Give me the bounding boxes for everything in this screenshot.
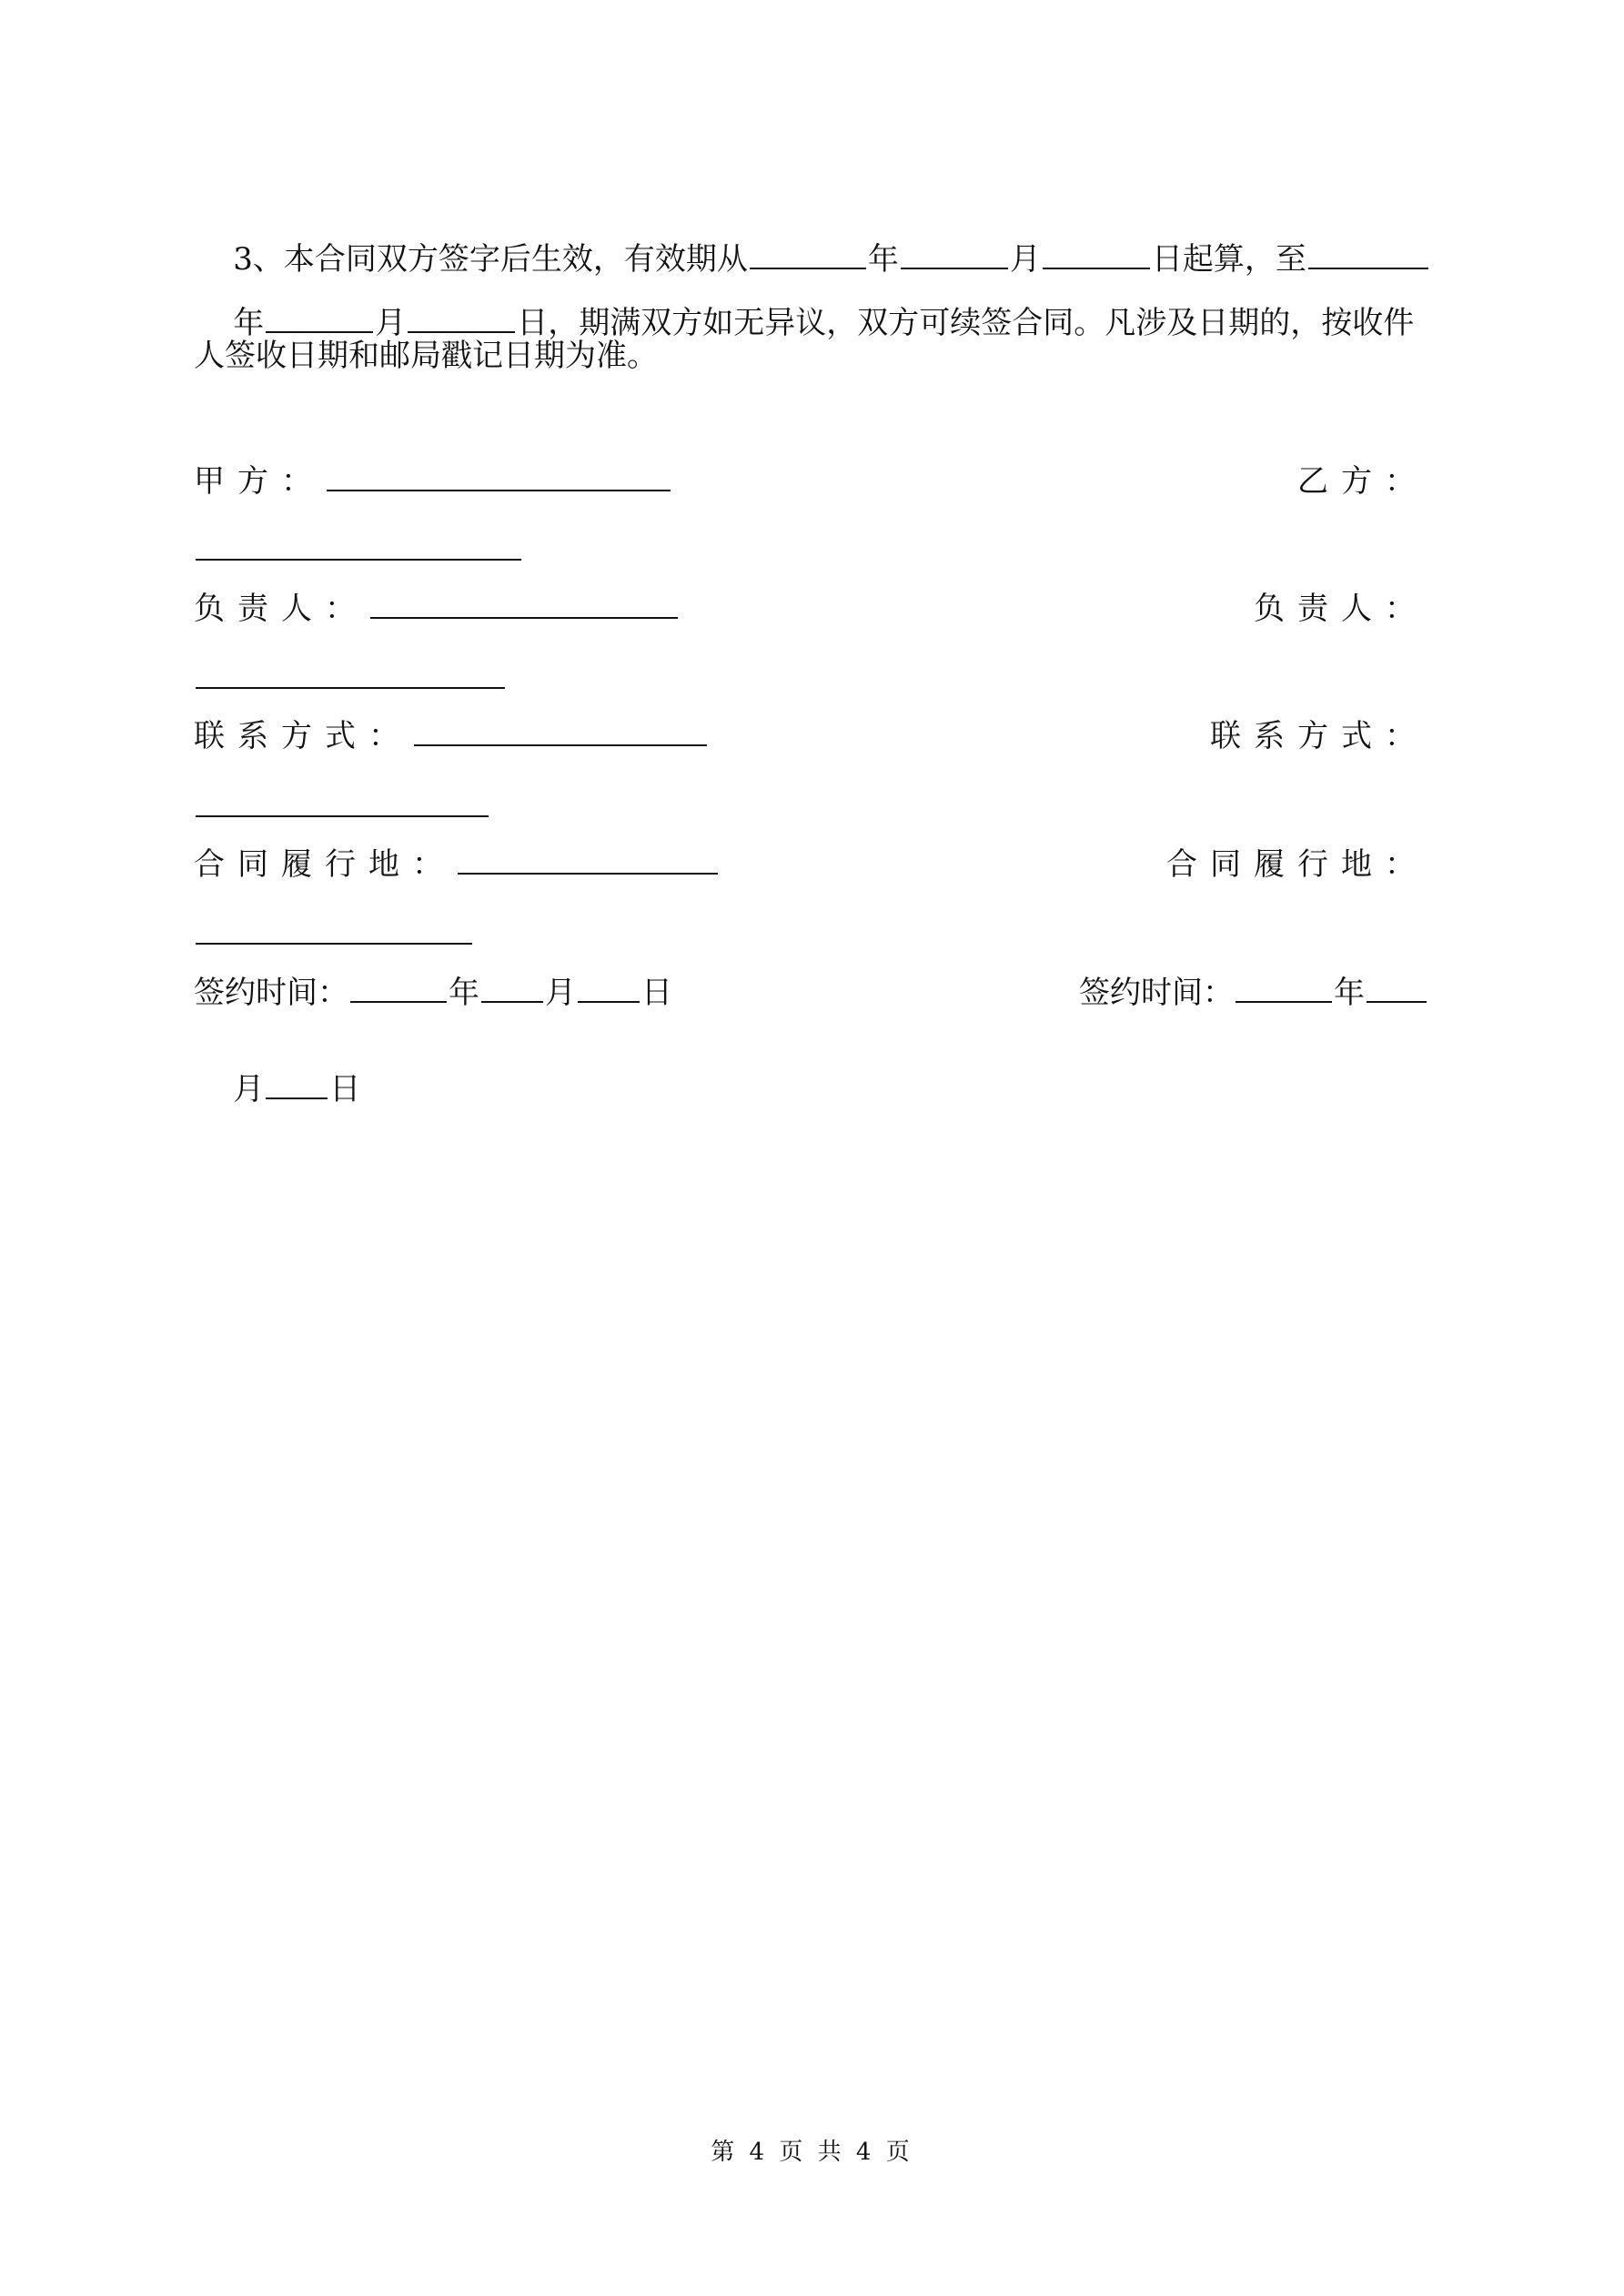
- contact-b-label: 联系方式：: [1210, 718, 1428, 754]
- sign-time-a-year-blank: [350, 977, 447, 1003]
- sign-time-b-continuation: [194, 1043, 360, 1136]
- start-year-blank: [750, 244, 866, 269]
- contact-b-cell: [1210, 718, 1428, 754]
- sign-time-b-year-label: 年: [1334, 975, 1365, 1011]
- contact-b-blank: [196, 815, 489, 817]
- place-row: [194, 846, 1428, 883]
- start-day-blank: [1043, 244, 1150, 269]
- place-b-label: 合同履行地：: [1166, 846, 1428, 883]
- clause-line1-text-d: 日起算，至: [1151, 241, 1306, 278]
- contact-a-blank: [414, 721, 707, 746]
- end-day-blank: [408, 308, 515, 333]
- responsible-a-label: 负责人：: [194, 591, 368, 627]
- sign-time-row: [194, 975, 1428, 1011]
- responsible-b-blank: [196, 687, 505, 689]
- sign-time-b-month-label: 月: [233, 1071, 265, 1108]
- clause-line1-text-c: 月: [1009, 241, 1041, 278]
- responsible-a-cell: [194, 591, 680, 627]
- start-month-blank: [901, 244, 1008, 269]
- party-a-label: 甲方：: [194, 463, 325, 500]
- sign-time-b-year-blank: [1236, 977, 1332, 1003]
- sign-time-a-label: 签约时间：: [194, 975, 348, 1011]
- sign-time-b-cell: [1079, 975, 1428, 1011]
- party-a-cell: [194, 463, 672, 500]
- sign-time-b-label: 签约时间：: [1079, 975, 1234, 1011]
- responsible-b-label: 负责人：: [1254, 591, 1428, 627]
- sign-time-a-month-blank: [481, 977, 543, 1003]
- party-b-blank: [196, 559, 521, 561]
- sign-time-a-month-label: 月: [545, 975, 576, 1011]
- clause-line1-text-a: 3、本合同双方签字后生效，有效期从: [233, 241, 748, 278]
- end-year-blank: [1308, 244, 1428, 269]
- contact-a-label: 联系方式：: [194, 718, 412, 754]
- responsible-b-cell: [1254, 591, 1428, 627]
- responsible-row: [194, 591, 1428, 627]
- sign-time-a-cell: [194, 975, 672, 1011]
- sign-time-a-day-label: 日: [641, 975, 672, 1011]
- clause-line2-text-b: 月: [375, 305, 407, 341]
- end-month-blank: [266, 308, 373, 333]
- page-footer: 第 4 页 共 4 页: [711, 2139, 913, 2166]
- clause-line1-text-b: 年: [867, 241, 899, 278]
- party-b-label: 乙方：: [1297, 463, 1428, 500]
- party-b-cell: [1297, 463, 1428, 500]
- contact-a-cell: [194, 718, 709, 754]
- place-a-label: 合同履行地：: [194, 846, 456, 883]
- party-row: [194, 463, 1428, 500]
- sign-time-b-day-blank: [266, 1074, 328, 1099]
- contact-row: [194, 718, 1428, 754]
- sign-time-a-year-label: 年: [449, 975, 479, 1011]
- place-a-cell: [194, 846, 720, 883]
- sign-time-b-month-blank: [1367, 977, 1427, 1003]
- place-b-blank: [196, 943, 472, 945]
- clause-line-3: 人签收日期和邮局戳记日期为准。: [194, 338, 658, 374]
- party-a-blank: [327, 466, 671, 491]
- sign-time-b-day-label: 日: [329, 1071, 361, 1108]
- sign-time-a-day-blank: [578, 977, 640, 1003]
- clause-line2-text-a: 年: [233, 305, 265, 341]
- clause-line2-text-c: 日，期满双方如无异议，双方可续签合同。凡涉及日期的，按收件: [517, 305, 1415, 341]
- responsible-a-blank: [370, 593, 678, 619]
- place-b-cell: [1166, 846, 1428, 883]
- place-a-blank: [458, 849, 718, 875]
